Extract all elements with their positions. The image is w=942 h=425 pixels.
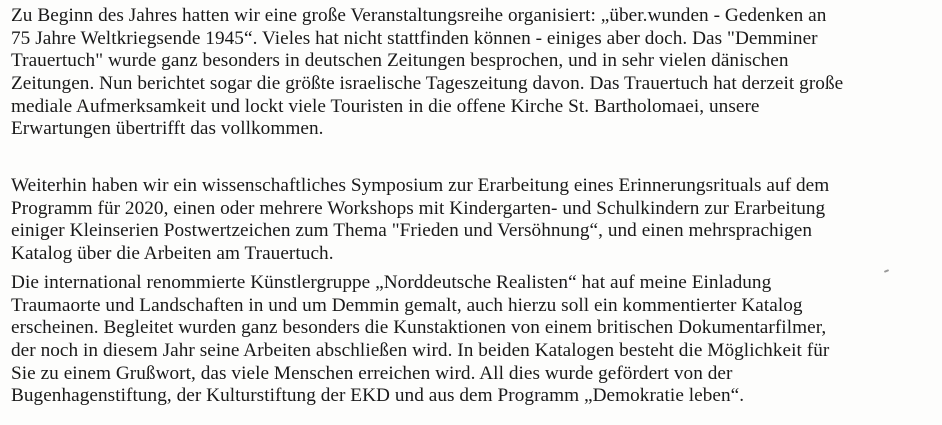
paragraph-symposium (11, 175, 939, 266)
text-line: Programm für 2020, einen oder mehrere Workshops mit Kindergarten- und Schulkindern zur Erarbeitung (11, 197, 826, 219)
text-line: erscheinen. Begleitet wurden ganz besonders die Kunstaktionen von einem britischen Dokumentarfilmer, (11, 317, 827, 339)
text-line: Zu Beginn des Jahres hatten wir eine große Veranstaltungsreihe organisiert: „über.wunden - Gedenken an (11, 5, 827, 26)
text-line: der noch in diesem Jahr seine Arbeiten abschließen wird. In beiden Katalogen besteht die Möglichkeit für (11, 340, 830, 362)
text-line: Erwartungen übertrifft das vollkommen. (11, 118, 324, 140)
text-line: Trauertuch" wurde ganz besonders in deutschen Zeitungen besprochen, und in sehr vielen dänischen (11, 50, 789, 72)
text-line: 75 Jahre Weltkriegsende 1945“. Vieles hat nicht stattfinden können - einiges aber doch. Das "Demminer (11, 27, 818, 49)
text-line: einiger Kleinserien Postwertzeichen zum Thema "Frieden und Versöhnung“, und einen mehrsprachigen (11, 220, 813, 242)
text-line: Sie zu einem Grußwort, das viele Menschen erreichen wird. All dies wurde gefördert von der (11, 362, 733, 384)
text-line: Zeitungen. Nun berichtet sogar die größte israelische Tageszeitung davon. Das Trauertuch hat derzeit große (11, 73, 844, 95)
text-line: Bugenhagenstiftung, der Kulturstiftung der EKD und aus dem Programm „Demokratie leben“. (11, 385, 745, 407)
text-line: Die international renommierte Künstlergruppe „Norddeutsche Realisten“ hat auf meine Einladung (11, 272, 772, 293)
text-line: Katalog über die Arbeiten am Trauertuch. (11, 243, 334, 265)
paragraph-artist-group (11, 272, 939, 408)
paragraph-event-series (11, 5, 939, 141)
text-line: mediale Aufmerksamkeit und lockt viele Touristen in die offene Kirche St. Bartholomaei, unsere (11, 95, 760, 117)
text-line: Traumaorte und Landschaften in und um Demmin gemalt, auch hierzu soll ein kommentierter Katalog (11, 294, 803, 316)
text-line: Weiterhin haben wir ein wissenschaftliches Symposium zur Erarbeitung eines Erinnerungsrituals auf dem (11, 175, 830, 196)
